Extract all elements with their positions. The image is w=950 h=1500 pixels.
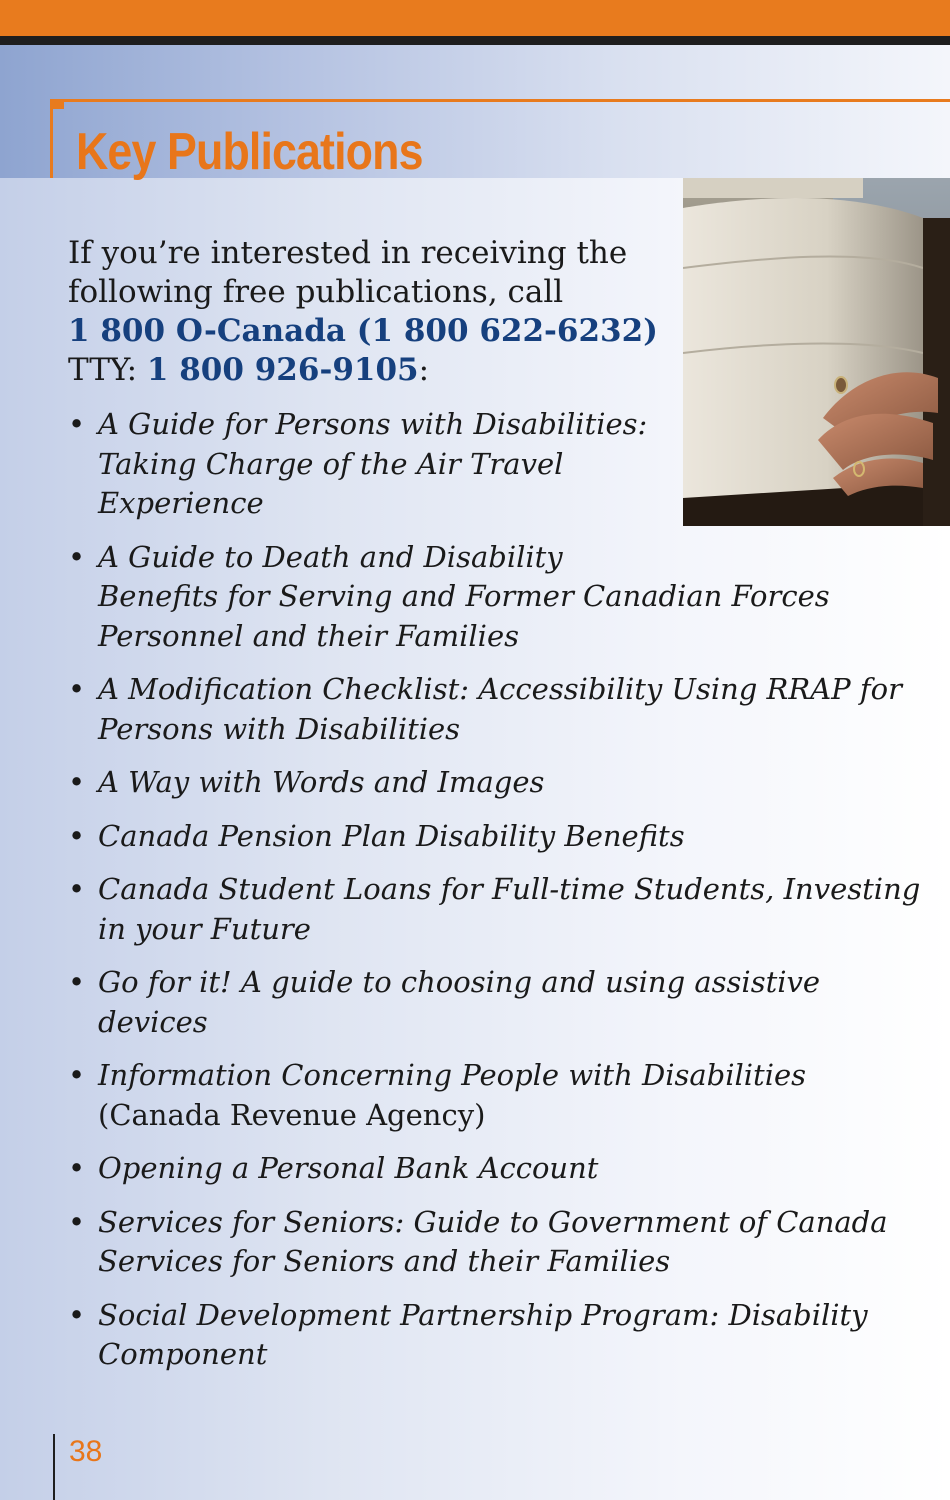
publication-item xyxy=(68,963,888,1042)
tty-suffix: : xyxy=(418,352,430,388)
bullet-icon: • xyxy=(68,407,86,441)
tty-label: TTY: xyxy=(68,352,147,388)
publication-item xyxy=(68,1056,888,1135)
publication-item xyxy=(68,1296,888,1375)
publication-title-line: Canada Student Loans for Full-time Students, Investing xyxy=(98,872,921,906)
bullet-icon: • xyxy=(68,818,86,853)
publication-title-line: Persons with Disabilities xyxy=(98,711,461,746)
publication-title-line: Social Development Partnership Program: Disability xyxy=(98,1297,868,1332)
tty-line xyxy=(68,351,668,390)
intro-line: If you’re interested in receiving the xyxy=(68,235,628,271)
bullet-icon: • xyxy=(68,1204,86,1239)
bullet-icon: • xyxy=(68,539,86,574)
publication-title-line: Services for Seniors and their Families xyxy=(98,1244,671,1278)
publication-title-line: A Modification Checklist: Accessibility Using RRAP for xyxy=(98,672,902,706)
title-rule-horizontal xyxy=(50,99,950,102)
publication-title-line: Services for Seniors: Guide to Government of Canada xyxy=(98,1204,888,1239)
bullet-icon: • xyxy=(68,672,86,706)
publication-title-line: Information Concerning People with Disabilities xyxy=(98,1058,807,1092)
publication-title-line: in your Future xyxy=(98,911,311,946)
publication-title-line: Go for it! A guide to choosing and using assistive xyxy=(98,965,821,999)
publication-title-line: A Guide to Death and Disability xyxy=(98,539,563,574)
publication-item xyxy=(68,405,888,524)
publication-title-line: A Way with Words and Images xyxy=(98,765,545,799)
publication-title-line: Experience xyxy=(98,486,264,520)
publication-title-line: Canada Pension Plan Disability Benefits xyxy=(98,818,685,853)
publication-item xyxy=(68,817,888,857)
bullet-icon: • xyxy=(68,765,86,799)
bullet-icon: • xyxy=(68,1297,86,1332)
publication-item xyxy=(68,1149,888,1189)
bullet-icon: • xyxy=(68,1151,86,1185)
publication-item xyxy=(68,670,902,749)
publication-item xyxy=(68,763,888,803)
publication-title-line: Opening a Personal Bank Account xyxy=(98,1151,599,1185)
publication-title-line: Personnel and their Families xyxy=(98,618,519,653)
publication-item xyxy=(68,1203,888,1282)
title-corner-tick xyxy=(50,99,64,109)
intro-line: following free publications, call xyxy=(68,274,564,310)
publication-title-line: devices xyxy=(98,1004,208,1039)
page-title: Key Publications xyxy=(76,123,423,181)
page-number: 38 xyxy=(69,1435,103,1468)
top-orange-band xyxy=(0,0,950,36)
tty-number[interactable]: 1 800 926-9105 xyxy=(146,352,419,388)
publication-item xyxy=(68,870,921,949)
publication-list xyxy=(68,405,921,1389)
publication-title-line: A Guide for Persons with Disabilities: xyxy=(98,407,648,441)
page-number-rule xyxy=(53,1434,55,1500)
publication-item xyxy=(68,538,888,657)
publication-title-line: Component xyxy=(98,1337,268,1371)
publication-title-line: Taking Charge of the Air Travel xyxy=(98,446,564,481)
intro-paragraph xyxy=(68,234,668,390)
bullet-icon: • xyxy=(68,965,86,999)
phone-number-main[interactable]: 1 800 O-Canada (1 800 622-6232) xyxy=(68,313,658,349)
title-rule-vertical xyxy=(50,99,53,178)
bullet-icon: • xyxy=(68,872,86,906)
bullet-icon: • xyxy=(68,1058,86,1092)
publication-title-line: Benefits for Serving and Former Canadian Forces xyxy=(98,579,830,613)
publication-note: (Canada Revenue Agency) xyxy=(98,1097,486,1132)
top-dark-rule xyxy=(0,36,950,45)
